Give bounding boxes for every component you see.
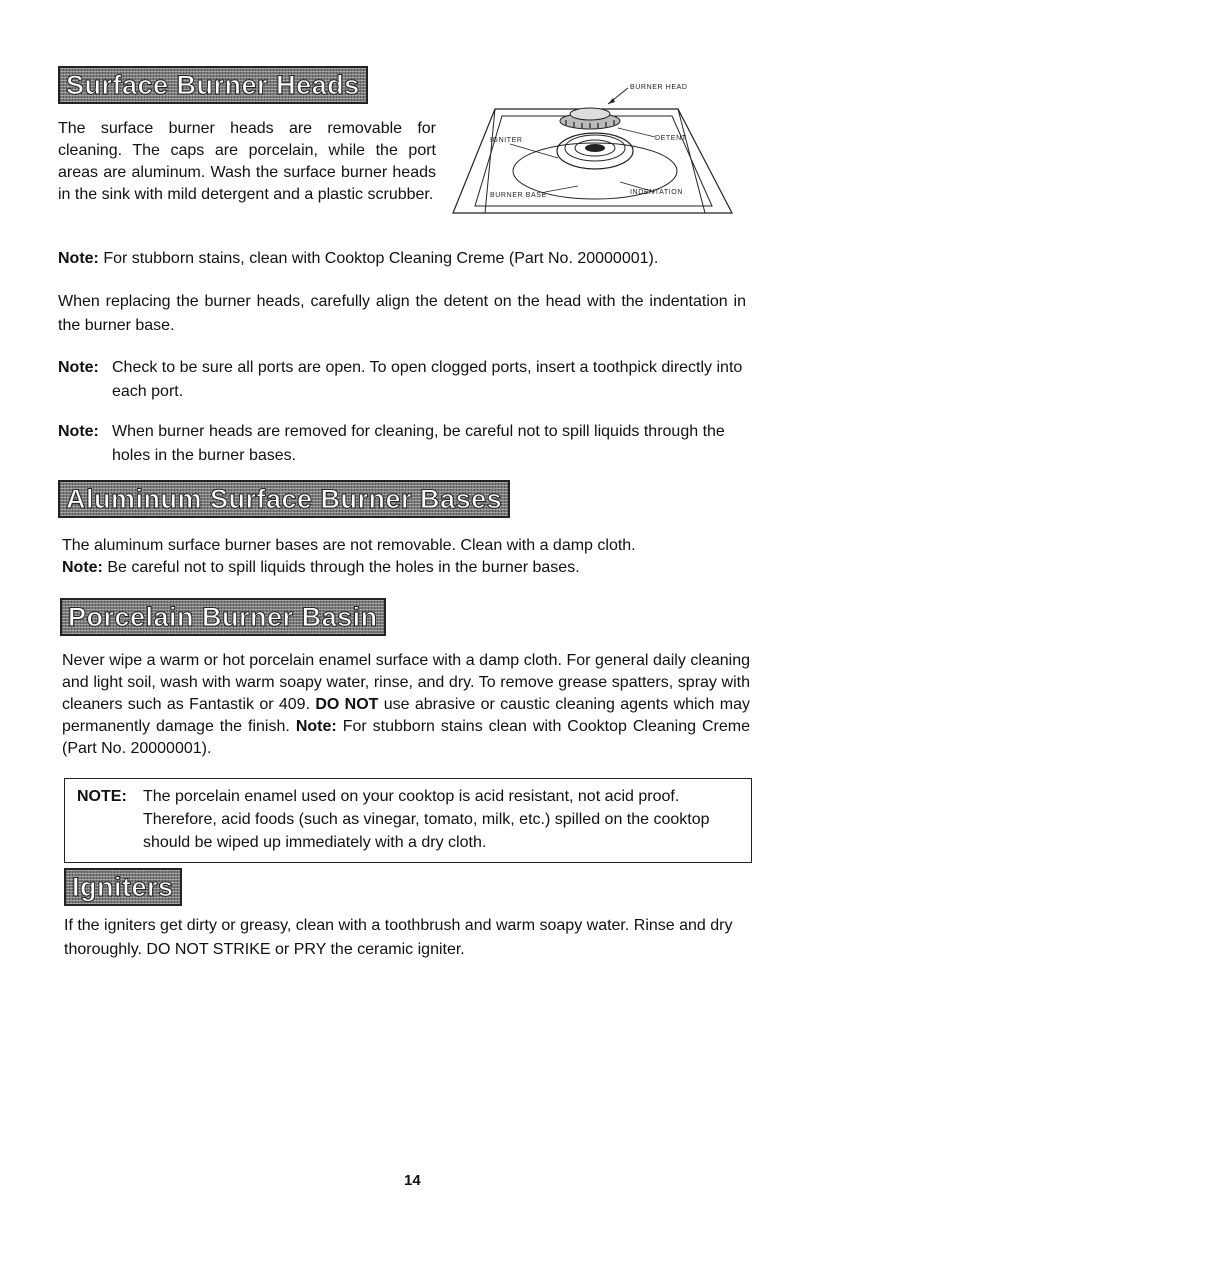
basin-text-part2: use abrasive or caustic cleaning agents which may permanently damage the finish. [62,696,750,735]
heading-surface-burner-heads: Surface Burner Heads [58,66,368,104]
acid-note-box [64,778,752,863]
acid-note-text: The porcelain enamel used on your cooktop is acid resistant, not acid proof. Therefore, acid foods (such as vinegar, tomato, milk, etc.) spilled on the cooktop should be wiped up immediately with a dry cloth. [143,788,710,851]
diagram-label-burner-head: BURNER HEAD [630,84,688,91]
diagram-label-detent: DETENT [655,135,687,142]
heading-igniters: Igniters [64,868,182,906]
note2-block [58,356,748,404]
bases-paragraph [62,535,752,579]
bases-text: The aluminum surface burner bases are not removable. Clean with a damp cloth. [62,537,636,554]
burner-diagram [450,76,740,216]
page-number: 14 [404,1172,421,1189]
basin-do-not: DO NOT [315,696,379,713]
igniters-text: If the igniters get dirty or greasy, clean with a toothbrush and warm soapy water. Rinse and dry thoroughly. DO NOT STRIKE or PRY the ceramic igniter. [64,917,733,958]
basin-paragraph [62,650,750,760]
bases-note-text: Be careful not to spill liquids through the holes in the burner bases. [107,559,580,576]
diagram-label-burner-base: BURNER BASE [490,192,547,199]
diagram-label-igniter: IGNITER [490,137,523,144]
note1-paragraph [58,248,758,270]
acid-note-label: NOTE: [77,788,127,805]
note3-block [58,420,748,468]
basin-note-label: Note: [295,718,337,735]
note3-text: When burner heads are removed for cleaning, be careful not to spill liquids through the holes in the burner bases. [112,423,725,464]
note2-label: Note: [58,359,99,376]
heading-porcelain-burner-basin: Porcelain Burner Basin [60,598,386,636]
basin-text-part1: Never wipe a warm or hot porcelain enamel surface with a damp cloth. For general daily cleaning and light soil, wash with warm soapy water, rinse, and dry. To remove grease spatters, spray with cleaners such as Fantastik or 409. [62,652,750,713]
note1-text: For stubborn stains, clean with Cooktop Cleaning Creme (Part No. 20000001). [103,250,659,267]
heads-intro-text: The surface burner heads are removable for cleaning. The caps are porcelain, while the port areas are aluminum. Wash the surface burner heads in the sink with mild detergent and a plastic scrubber. [58,120,436,203]
note1-label: Note: [58,250,99,267]
basin-text-part3: For stubborn stains clean with Cooktop Cleaning Creme (Part No. 20000001). [62,718,751,757]
replace-text: When replacing the burner heads, carefully align the detent on the head with the indentation in the burner base. [58,293,746,334]
note3-label: Note: [58,423,99,440]
note2-text: Check to be sure all ports are open. To open clogged ports, insert a toothpick directly into each port. [112,359,743,400]
diagram-label-indentation: INDENTATION [630,189,684,196]
bases-note-label: Note: [62,559,103,576]
heading-aluminum-burner-bases: Aluminum Surface Burner Bases [58,480,510,518]
